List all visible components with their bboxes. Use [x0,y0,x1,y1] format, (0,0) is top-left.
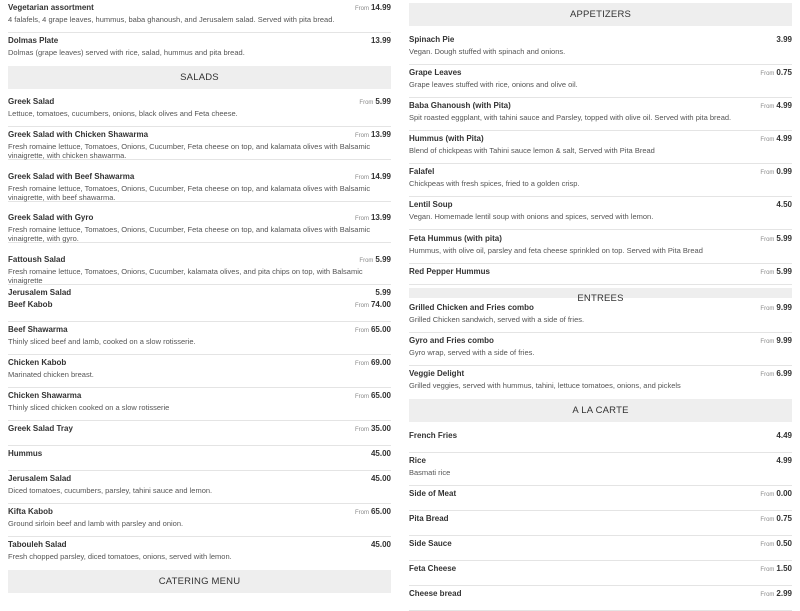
item-description: Fresh romaine lettuce, Tomatoes, Onions, Cucumber, Feta cheese on top, and kalamata olives with Balsamic vinaigrette, with beef shawarma. [8,184,371,202]
item-price [375,288,391,297]
from-label: From [760,492,775,498]
item-price [355,130,391,139]
item-description: Lettuce, tomatoes, cucumbers, onions, black olives and Feta cheese. [8,109,238,118]
menu-item-feta-hummus-with-pita[interactable] [409,234,792,264]
menu-item-baba-ghanoush-with-pita[interactable] [409,101,792,131]
item-description: Fresh romaine lettuce, Tomatoes, Onions, Cucumber, Feta cheese on top, and kalamata olives with Balsamic vinaigrette, with chicken shawarma. [8,142,371,160]
price-value: 0.99 [776,167,792,176]
item-name: Tabouleh Salad [8,540,67,549]
item-description: Fresh romaine lettuce, Tomatoes, Onions, Cucumber, kalamata olives, and pita chips on top, with Balsamic vinaigrette [8,267,363,285]
item-name: Jerusalem Salad [8,288,72,297]
menu-item-hummus[interactable] [8,449,391,471]
item-price [776,456,792,465]
menu-item-cheese-bread[interactable] [409,589,792,611]
price-value: 3.99 [776,35,792,44]
item-name: Grilled Chicken and Fries combo [409,303,534,312]
item-price [760,539,792,548]
price-value: 5.99 [375,97,391,106]
from-label: From [354,361,369,367]
menu-item-beef-kabob[interactable] [8,300,391,322]
price-value: 35.00 [370,424,391,433]
item-price [760,267,792,276]
item-price [371,474,391,483]
item-name: Pita Bread [409,514,449,523]
menu-item-grilled-chicken-and-fries-combo[interactable] [409,303,792,333]
menu-item-chicken-kabob[interactable] [8,358,391,388]
from-label: From [760,306,775,312]
price-value: 0.00 [776,489,792,498]
from-label: From [354,175,369,181]
price-value: 14.99 [370,172,391,181]
item-price [776,200,792,209]
section-header-catering-menu: CATERING MENU [8,570,391,593]
item-price [355,424,391,433]
item-description: Basmati rice [409,468,451,477]
price-value: 0.75 [776,68,792,77]
from-label: From [354,328,369,334]
from-label: From [760,71,775,77]
price-value: 1.50 [776,564,792,573]
item-price [371,449,391,458]
item-name: Chicken Shawarma [8,391,82,400]
from-label: From [760,372,775,378]
from-label: From [760,104,775,110]
item-description: Dolmas (grape leaves) served with rice, salad, hummus and pita bread. [8,48,245,57]
price-value: 0.75 [776,514,792,523]
item-name: Dolmas Plate [8,36,59,45]
price-value: 69.00 [370,358,391,367]
menu-item-beef-shawarma[interactable] [8,325,391,355]
menu-item-tabouleh-salad[interactable] [8,540,391,570]
item-price [760,336,792,345]
price-value: 14.99 [370,3,391,12]
price-value: 0.50 [776,539,792,548]
menu-item-dolmas-plate[interactable] [8,36,391,66]
item-price [760,303,792,312]
price-value: 4.99 [776,456,792,465]
item-price [359,255,391,264]
item-name: Greek Salad Tray [8,424,73,433]
item-price [760,514,792,523]
section-header-appetizers: APPETIZERS [409,3,792,26]
menu-item-chicken-shawarma[interactable] [8,391,391,421]
item-description: Blend of chickpeas with Tahini sauce lemon & salt, Served with Pita Bread [409,146,655,155]
item-description: Ground sirloin beef and lamb with parsley and onion. [8,519,184,528]
item-price [355,3,391,12]
from-label: From [354,133,369,139]
item-name: Grape Leaves [409,68,462,77]
from-label: From [760,170,775,176]
item-description: Spit roasted eggplant, with tahini sauce and Parsley, topped with olive oil. Served with pita bread. [409,113,732,122]
from-label: From [359,100,374,106]
item-description: Marinated chicken breast. [8,370,94,379]
menu-item-rice[interactable] [409,456,792,486]
item-name: French Fries [409,431,458,440]
price-value: 4.99 [776,101,792,110]
item-description: 4 falafels, 4 grape leaves, hummus, baba ghanoush, and Jerusalem salad. Served with pita bread. [8,15,335,24]
item-name: Rice [409,456,426,465]
item-price [760,134,792,143]
price-value: 13.99 [370,130,391,139]
item-description: Fresh romaine lettuce, Tomatoes, Onions, Cucumber, Feta cheese on top, and kalamata olives with Balsamic vinaigrette, with gyro. [8,225,371,243]
item-description: Fresh chopped parsley, diced tomatoes, onions, served with lemon. [8,552,232,561]
from-label: From [354,303,369,309]
from-label: From [760,592,775,598]
item-description: Thinly sliced beef and lamb, cooked on a slow rotisserie. [8,337,196,346]
menu-item-veggie-delight[interactable] [409,369,792,399]
item-price [359,97,391,106]
item-description: Chickpeas with fresh spices, fried to a golden crisp. [409,179,580,188]
item-name: Gyro and Fries combo [409,336,494,345]
from-label: From [760,339,775,345]
from-label: From [354,427,369,433]
from-label: From [354,510,369,516]
item-price [355,300,391,309]
price-value: 4.99 [776,134,792,143]
from-label: From [760,517,775,523]
from-label: From [760,567,775,573]
price-value: 4.49 [776,431,792,440]
section-header-salads: SALADS [8,66,391,89]
item-name: Beef Shawarma [8,325,68,334]
price-value: 45.00 [370,474,391,483]
menu-item-greek-salad-tray[interactable] [8,424,391,446]
price-value: 2.99 [776,589,792,598]
item-description: Gyro wrap, served with a side of fries. [409,348,535,357]
menu-item-falafel[interactable] [409,167,792,197]
item-price [776,35,792,44]
price-value: 4.50 [776,200,792,209]
price-value: 65.00 [370,507,391,516]
menu-item-grape-leaves[interactable] [409,68,792,98]
item-price [355,507,391,516]
item-name: Falafel [409,167,435,176]
menu-item-greek-salad-with-beef-shawarma[interactable] [8,172,391,202]
item-price [760,564,792,573]
item-name: Chicken Kabob [8,358,67,367]
price-value: 9.99 [776,303,792,312]
from-label: From [359,258,374,264]
item-price [760,234,792,243]
item-price [371,36,391,45]
item-name: Lentil Soup [409,200,453,209]
item-name: Greek Salad [8,97,55,106]
menu-item-greek-salad-with-gyro[interactable] [8,213,391,243]
item-price [355,391,391,400]
item-name: Hummus (with Pita) [409,134,484,143]
section-header-entrees: ENTREES [409,288,792,298]
menu-item-gyro-and-fries-combo[interactable] [409,336,792,366]
menu-item-jerusalem-salad[interactable] [8,288,391,297]
item-name: Vegetarian assortment [8,3,94,12]
menu-item-greek-salad[interactable] [8,97,391,127]
item-description: Hummus, with olive oil, parsley and feta cheese sprinkled on top. Served with Pita Bread [409,246,703,255]
from-label: From [354,216,369,222]
item-price [760,101,792,110]
item-description: Vegan. Dough stuffed with spinach and onions. [409,47,566,56]
item-name: Cheese bread [409,589,462,598]
item-name: Feta Cheese [409,564,457,573]
from-label: From [760,237,775,243]
item-name: Feta Hummus (with pita) [409,234,502,243]
menu-item-french-fries[interactable] [409,431,792,453]
item-price [760,167,792,176]
price-value: 65.00 [370,391,391,400]
menu-item-side-sauce[interactable] [409,539,792,561]
item-price [355,358,391,367]
menu-item-kifta-kabob[interactable] [8,507,391,537]
menu-item-spinach-pie[interactable] [409,35,792,65]
section-header-a-la-carte: A LA CARTE [409,399,792,422]
item-price [355,172,391,181]
item-name: Hummus [8,449,43,458]
item-name: Jerusalem Salad [8,474,72,483]
item-price [760,68,792,77]
item-price [760,589,792,598]
price-value: 6.99 [776,369,792,378]
menu-item-feta-cheese[interactable] [409,564,792,586]
menu-item-fattoush-salad[interactable] [8,255,391,285]
from-label: From [760,137,775,143]
price-value: 5.99 [375,288,391,297]
price-value: 45.00 [370,540,391,549]
price-value: 9.99 [776,336,792,345]
item-price [355,213,391,222]
menu-item-hummus-with-pita[interactable] [409,134,792,164]
price-value: 5.99 [776,234,792,243]
price-value: 5.99 [776,267,792,276]
from-label: From [760,270,775,276]
from-label: From [354,394,369,400]
from-label: From [760,542,775,548]
menu-item-side-of-meat[interactable] [409,489,792,511]
item-name: Greek Salad with Gyro [8,213,94,222]
item-name: Greek Salad with Chicken Shawarma [8,130,149,139]
item-name: Red Pepper Hummus [409,267,490,276]
item-name: Veggie Delight [409,369,465,378]
item-name: Fattoush Salad [8,255,66,264]
from-label: From [354,6,369,12]
item-description: Grilled Chicken sandwich, served with a side of fries. [409,315,585,324]
item-name: Greek Salad with Beef Shawarma [8,172,135,181]
price-value: 13.99 [370,36,391,45]
price-value: 45.00 [370,449,391,458]
price-value: 5.99 [375,255,391,264]
item-name: Side of Meat [409,489,457,498]
menu-item-vegetarian-assortment[interactable] [8,3,391,33]
menu-item-greek-salad-with-chicken-shawarma[interactable] [8,130,391,160]
menu-item-lentil-soup[interactable] [409,200,792,230]
item-name: Beef Kabob [8,300,53,309]
menu-item-pita-bread[interactable] [409,514,792,536]
item-description: Thinly sliced chicken cooked on a slow rotisserie [8,403,170,412]
item-name: Side Sauce [409,539,452,548]
item-price [760,489,792,498]
item-description: Grilled veggies, served with hummus, tahini, lettuce tomatoes, onions, and pickels [409,381,681,390]
item-name: Spinach Pie [409,35,455,44]
menu-item-red-pepper-hummus[interactable] [409,267,792,285]
item-description: Diced tomatoes, cucumbers, parsley, tahini sauce and lemon. [8,486,213,495]
item-price [760,369,792,378]
item-description: Vegan. Homemade lentil soup with onions and spices, served with lemon. [409,212,654,221]
item-name: Kifta Kabob [8,507,53,516]
item-description: Grape leaves stuffed with rice, onions and olive oil. [409,80,578,89]
item-price [355,325,391,334]
item-name: Baba Ghanoush (with Pita) [409,101,511,110]
item-price [776,431,792,440]
price-value: 74.00 [370,300,391,309]
menu-item-jerusalem-salad[interactable] [8,474,391,504]
price-value: 65.00 [370,325,391,334]
price-value: 13.99 [370,213,391,222]
item-price [371,540,391,549]
